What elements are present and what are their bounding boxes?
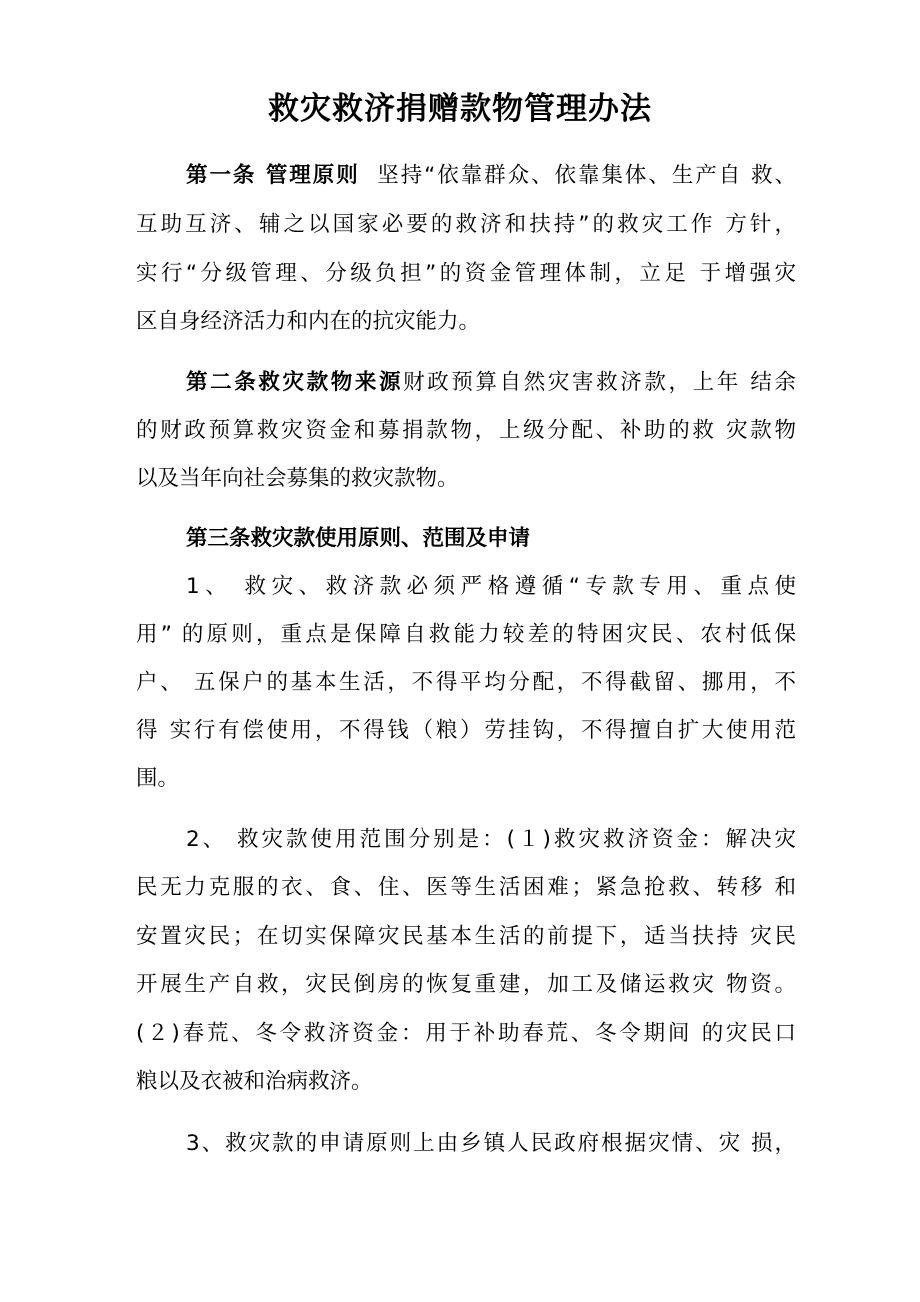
article3-item3-line-1: 3、救灾款的申请原则上由乡镇人民政府根据灾情、灾 损， xyxy=(186,1131,796,1156)
article3-item2-line-2: 民无力克服的衣、食、住、医等生活困难；紧急抢救、转移 和 xyxy=(136,875,796,900)
article3-heading: 第三条救灾款使用原则、范围及申请 xyxy=(186,526,531,551)
article3-item1-line-2: 用” 的原则，重点是保障自救能力较差的特困灾民、农村低保 xyxy=(136,622,796,647)
article3-item2-line-1: 2、 救灾款使用范围分别是：(１)救灾救济资金：解决灾 xyxy=(186,827,796,852)
article2-text: 财政预算自然灾害救济款，上年 结余 xyxy=(403,370,796,395)
article3-item2-line-4: 开展生产自救，灾民倒房的恢复重建，加工及储运救灾 物资。 xyxy=(136,972,796,997)
article3-item1-line-5: 围。 xyxy=(136,766,180,791)
article1-line-3: 实行“分级管理、分级负担”的资金管理体制，立足 于增强灾 xyxy=(136,261,796,286)
article3-item2-line-5: (２)春荒、冬令救济资金：用于补助春荒、冬令期间 的灾民口 xyxy=(136,1021,796,1046)
article1-heading: 第一条 管理原则 xyxy=(186,163,360,188)
article1-text: 坚持“依靠群众、依靠集体、生产自 救、 xyxy=(377,163,796,188)
article3-item1-line-1: 1、 救灾、救济款必须严格遵循“专款专用、重点使 xyxy=(186,574,796,599)
article3-item2-line-3: 安置灾民；在切实保障灾民基本生活的前提下，适当扶持 灾民 xyxy=(136,924,796,949)
article1-line-1 xyxy=(186,161,796,191)
article1-line-2: 互助互济、辅之以国家必要的救济和扶持”的救灾工作 方针， xyxy=(136,212,796,237)
article3-item1-line-4: 得 实行有偿使用，不得钱（粮）劳挂钩，不得擅自扩大使用范 xyxy=(136,718,796,743)
article2-line-1 xyxy=(186,368,796,398)
document-title: 救灾救济捐赠款物管理办法 xyxy=(268,91,652,127)
article2-line-3: 以及当年向社会募集的救灾款物。 xyxy=(136,466,459,491)
article2-line-2: 的财政预算救灾资金和募捐款物，上级分配、补助的救 灾款物 xyxy=(136,418,796,443)
article3-item1-line-3: 户、 五保户的基本生活，不得平均分配，不得截留、挪用，不 xyxy=(136,670,796,695)
article1-line-4: 区自身经济活力和内在的抗灾能力。 xyxy=(136,309,481,334)
article2-heading: 第二条救灾款物来源 xyxy=(186,370,404,395)
article3-item2-line-6: 粮以及衣被和治病救济。 xyxy=(136,1069,373,1094)
